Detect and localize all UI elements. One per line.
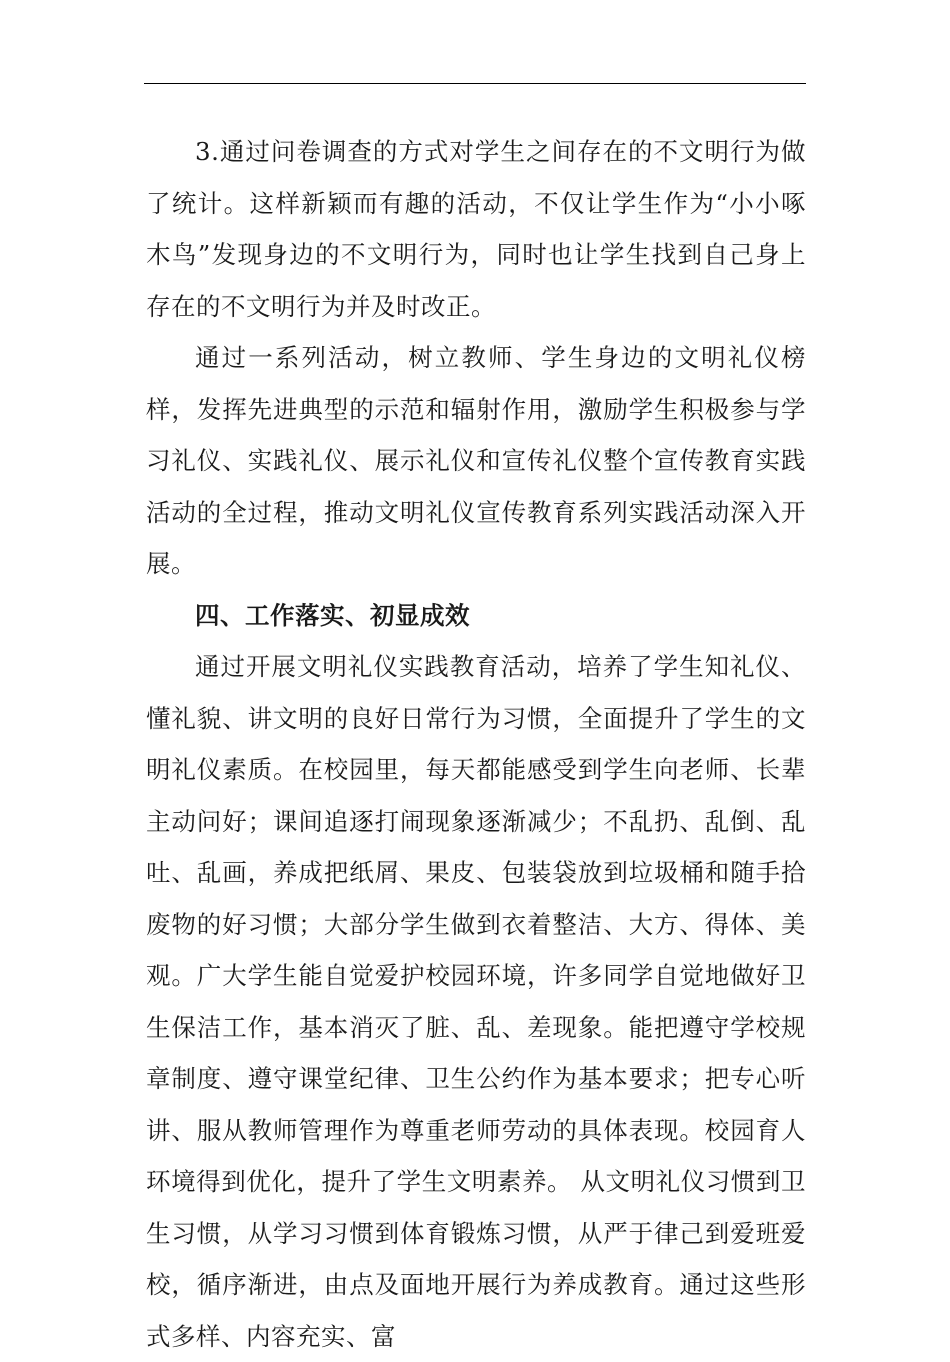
paragraph-results: 通过开展文明礼仪实践教育活动，培养了学生知礼仪、懂礼貌、讲文明的良好日常行为习惯，全面提升了学生的文明礼仪素质。在校园里，每天都能感受到学生向老师、长辈主动问好；课间追逐打闹现象逐渐减少；不乱扔、乱倒、乱吐、乱画，养成把纸屑、果皮、包装袋放到垃圾桶和随手拾废物的好习惯；大部分学生做到衣着整洁、大方、得体、美观。广大学生能自觉爱护校园环境，许多同学自觉地做好卫生保洁工作，基本消灭了脏、乱、差现象。能把遵守学校规章制度、遵守课堂纪律、卫生公约作为基本要求；把专心听讲、服从教师管理作为尊重老师劳动的具体表现。校园育人环境得到优化，提升了学生文明素养。 从文明礼仪习惯到卫生习惯，从学习习惯到体育锻炼习惯，从严于律己到爱班爱校，循序渐进，由点及面地开展行为养成教育。通过这些形式多样、内容充实、富 — [146, 652, 806, 1351]
header-rule — [144, 83, 806, 84]
document-body — [146, 126, 806, 1362]
paragraph-activities: 通过一系列活动，树立教师、学生身边的文明礼仪榜样，发挥先进典型的示范和辐射作用，激励学生积极参与学习礼仪、实践礼仪、展示礼仪和宣传礼仪整个宣传教育实践活动的全过程，推动文明礼仪宣传教育系列实践活动深入开展。 — [146, 343, 806, 578]
paragraph-survey: 3.通过问卷调查的方式对学生之间存在的不文明行为做了统计。这样新颖而有趣的活动，不仅让学生作为“小小啄木鸟”发现身边的不文明行为，同时也让学生找到自己身上存在的不文明行为并及时改正。 — [146, 137, 806, 321]
section-heading: 四、工作落实、初显成效 — [195, 600, 470, 630]
